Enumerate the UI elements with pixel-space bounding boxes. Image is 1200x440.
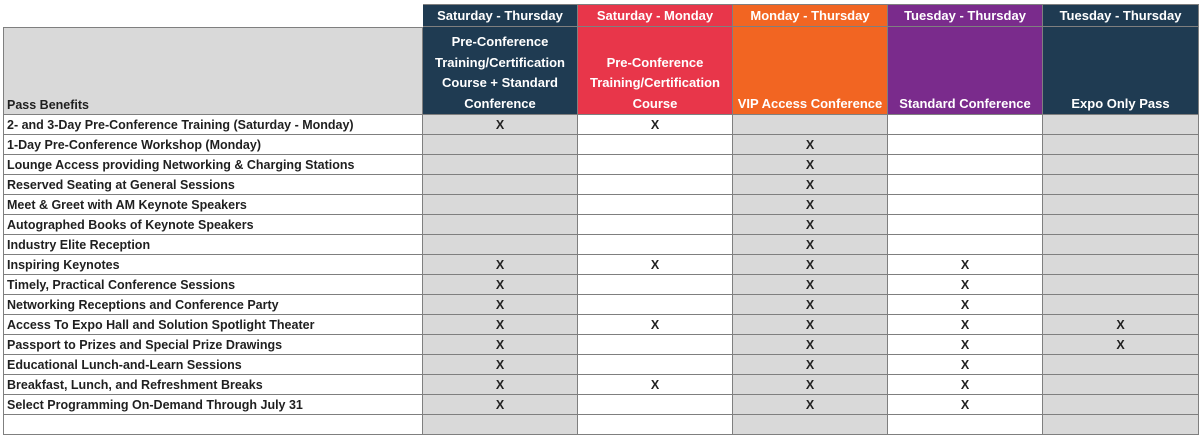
benefit-check-mark: X [888,275,1043,295]
benefit-check-mark: X [733,135,888,155]
benefit-check-mark [578,355,733,375]
benefit-check-mark [423,175,578,195]
benefit-check-mark [1043,275,1199,295]
pass-name-line: Training/Certification [589,75,720,90]
benefit-check-mark [578,135,733,155]
pass-dates-4: Tuesday - Thursday [888,4,1043,27]
pass-dates-2: Saturday - Monday [578,4,733,27]
pass-name-line: Course [632,95,678,111]
benefit-check-mark [1043,355,1199,375]
benefit-check-mark [423,215,578,235]
benefit-check-mark [888,115,1043,135]
benefits-column-header: Pass Benefits [3,27,423,115]
benefit-check-mark [888,215,1043,235]
benefit-check-mark [1043,115,1199,135]
benefit-check-mark [1043,295,1199,315]
benefit-label: Meet & Greet with AM Keynote Speakers [3,195,423,215]
benefit-check-mark: X [888,295,1043,315]
benefit-check-mark: X [423,295,578,315]
corner-spacer [3,4,423,27]
pass-name-3 [733,27,888,115]
benefit-check-mark: X [733,315,888,335]
benefit-label: 2- and 3-Day Pre-Conference Training (Saturday - Monday) [3,115,423,135]
benefit-check-mark [578,415,733,435]
benefit-check-mark: X [888,375,1043,395]
benefit-check-mark [578,335,733,355]
benefit-check-mark [888,415,1043,435]
benefit-check-mark [578,215,733,235]
benefit-check-mark [578,175,733,195]
benefit-check-mark: X [888,255,1043,275]
benefit-check-mark: X [733,235,888,255]
benefit-label: Lounge Access providing Networking & Charging Stations [3,155,423,175]
benefit-check-mark: X [733,175,888,195]
benefit-check-mark: X [423,395,578,415]
benefit-check-mark [578,195,733,215]
benefit-check-mark [888,155,1043,175]
benefit-check-mark [888,135,1043,155]
benefit-check-mark: X [888,335,1043,355]
benefit-check-mark [888,175,1043,195]
benefit-check-mark: X [733,195,888,215]
benefit-check-mark [1043,395,1199,415]
benefit-check-mark [1043,415,1199,435]
benefit-check-mark: X [888,355,1043,375]
pass-name-4 [888,27,1043,115]
benefit-label: Inspiring Keynotes [3,255,423,275]
pass-benefits-table [3,4,1199,435]
benefit-check-mark: X [733,375,888,395]
pass-name-1 [423,27,578,115]
benefit-check-mark [1043,255,1199,275]
benefit-check-mark [578,295,733,315]
pass-dates-1: Saturday - Thursday [423,4,578,27]
benefit-check-mark: X [578,255,733,275]
benefit-check-mark: X [578,375,733,395]
benefit-check-mark [423,415,578,435]
benefit-check-mark [578,235,733,255]
benefit-check-mark: X [1043,315,1199,335]
benefit-check-mark: X [733,395,888,415]
benefit-check-mark: X [423,115,578,135]
pass-name-line: Standard Conference [899,95,1031,111]
benefit-check-mark [1043,175,1199,195]
benefit-check-mark: X [733,275,888,295]
benefit-label: Industry Elite Reception [3,235,423,255]
benefit-check-mark [1043,215,1199,235]
benefit-check-mark [1043,135,1199,155]
benefit-check-mark [1043,235,1199,255]
pass-name-5 [1043,27,1199,115]
benefit-check-mark: X [733,295,888,315]
benefit-check-mark: X [578,115,733,135]
benefit-check-mark [578,155,733,175]
pass-name-line: Pre-Conference [606,54,704,70]
pass-name-line: VIP Access Conference [737,95,883,111]
benefit-check-mark: X [888,395,1043,415]
benefit-label [3,415,423,435]
benefit-check-mark [888,195,1043,215]
benefit-check-mark: X [423,375,578,395]
benefit-label: Access To Expo Hall and Solution Spotlight Theater [3,315,423,335]
pass-dates-3: Monday - Thursday [733,4,888,27]
benefit-label: Select Programming On-Demand Through July 31 [3,395,423,415]
benefit-check-mark: X [733,155,888,175]
benefit-check-mark [578,275,733,295]
pass-name-line: Pre-Conference [451,34,549,49]
benefit-check-mark [1043,155,1199,175]
benefit-check-mark: X [733,355,888,375]
benefit-check-mark: X [578,315,733,335]
benefit-check-mark [888,235,1043,255]
benefit-check-mark: X [423,315,578,335]
benefit-check-mark: X [733,335,888,355]
benefit-label: Educational Lunch-and-Learn Sessions [3,355,423,375]
benefit-check-mark [423,135,578,155]
benefit-label: Timely, Practical Conference Sessions [3,275,423,295]
pass-name-line: Course + Standard [442,75,558,90]
pass-name-line: Expo Only Pass [1071,95,1170,111]
benefit-check-mark: X [888,315,1043,335]
benefit-check-mark [423,155,578,175]
pass-name-line: Conference [464,95,536,111]
benefit-check-mark: X [733,255,888,275]
benefit-label: Reserved Seating at General Sessions [3,175,423,195]
benefit-check-mark: X [733,215,888,235]
benefit-check-mark [1043,375,1199,395]
benefit-check-mark: X [423,255,578,275]
benefit-label: Networking Receptions and Conference Party [3,295,423,315]
benefit-label: Breakfast, Lunch, and Refreshment Breaks [3,375,423,395]
pass-name-line: Training/Certification [434,54,565,70]
benefit-check-mark: X [423,355,578,375]
benefit-check-mark: X [423,275,578,295]
benefit-check-mark [1043,195,1199,215]
benefit-check-mark [578,395,733,415]
benefit-check-mark [733,415,888,435]
benefit-label: 1-Day Pre-Conference Workshop (Monday) [3,135,423,155]
benefit-label: Passport to Prizes and Special Prize Drawings [3,335,423,355]
benefit-check-mark [423,235,578,255]
benefit-label: Autographed Books of Keynote Speakers [3,215,423,235]
benefit-check-mark [733,115,888,135]
benefit-check-mark: X [423,335,578,355]
pass-dates-5: Tuesday - Thursday [1043,4,1199,27]
benefit-check-mark: X [1043,335,1199,355]
benefit-check-mark [423,195,578,215]
pass-name-2 [578,27,733,115]
